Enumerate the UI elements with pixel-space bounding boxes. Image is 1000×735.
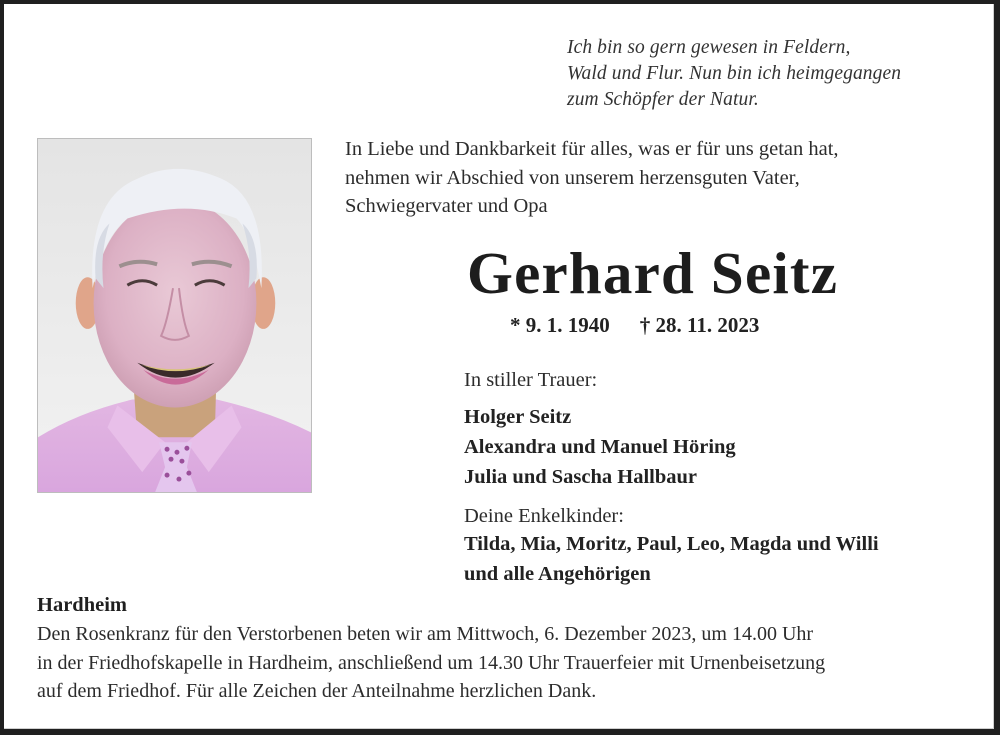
poem-line: Ich bin so gern gewesen in Feldern, (567, 37, 851, 58)
mourners-list (464, 402, 736, 492)
portrait-photo (37, 138, 312, 493)
service-line: in der Friedhofskapelle in Hardheim, anschließend um 14.30 Uhr Trauerfeier mit Urnenbeisetzung (37, 651, 826, 674)
grandchildren-names: Tilda, Mia, Moritz, Paul, Leo, Magda und Willi (464, 533, 879, 555)
portrait-illustration (38, 139, 311, 492)
relatives-line: und alle Angehörigen (464, 563, 651, 585)
place-heading: Hardheim (37, 594, 127, 616)
death-date: † 28. 11. 2023 (639, 313, 760, 337)
poem-line: zum Schöpfer der Natur. (567, 89, 759, 110)
deceased-name: Gerhard Seitz (467, 240, 839, 306)
service-details (37, 620, 825, 706)
mourners-label: In stiller Trauer: (464, 369, 598, 391)
intro-line: Schwiegervater und Opa (345, 195, 548, 217)
grandchildren-list (464, 529, 879, 589)
intro-line: In Liebe und Dankbarkeit für alles, was er für uns getan hat, (345, 138, 839, 160)
life-dates (510, 311, 759, 339)
mourner-name: Julia und Sascha Hallbaur (464, 466, 697, 488)
obituary-notice (4, 4, 994, 729)
grandchildren-label: Deine Enkelkinder: (464, 505, 624, 527)
service-line: Den Rosenkranz für den Verstorbenen beten wir am Mittwoch, 6. Dezember 2023, um 14.00 Uhr (37, 623, 814, 645)
poem-line: Wald und Flur. Nun bin ich heimgegangen (567, 63, 902, 84)
poem-verse (567, 35, 901, 113)
intro-line: nehmen wir Abschied von unserem herzensguten Vater, (345, 166, 800, 189)
mourner-name: Alexandra und Manuel Höring (464, 436, 736, 458)
birth-date: * 9. 1. 1940 (510, 313, 610, 337)
mourner-name: Holger Seitz (464, 406, 572, 428)
intro-text (345, 135, 839, 221)
service-line: auf dem Friedhof. Für alle Zeichen der Anteilnahme herzlichen Dank. (37, 680, 597, 702)
